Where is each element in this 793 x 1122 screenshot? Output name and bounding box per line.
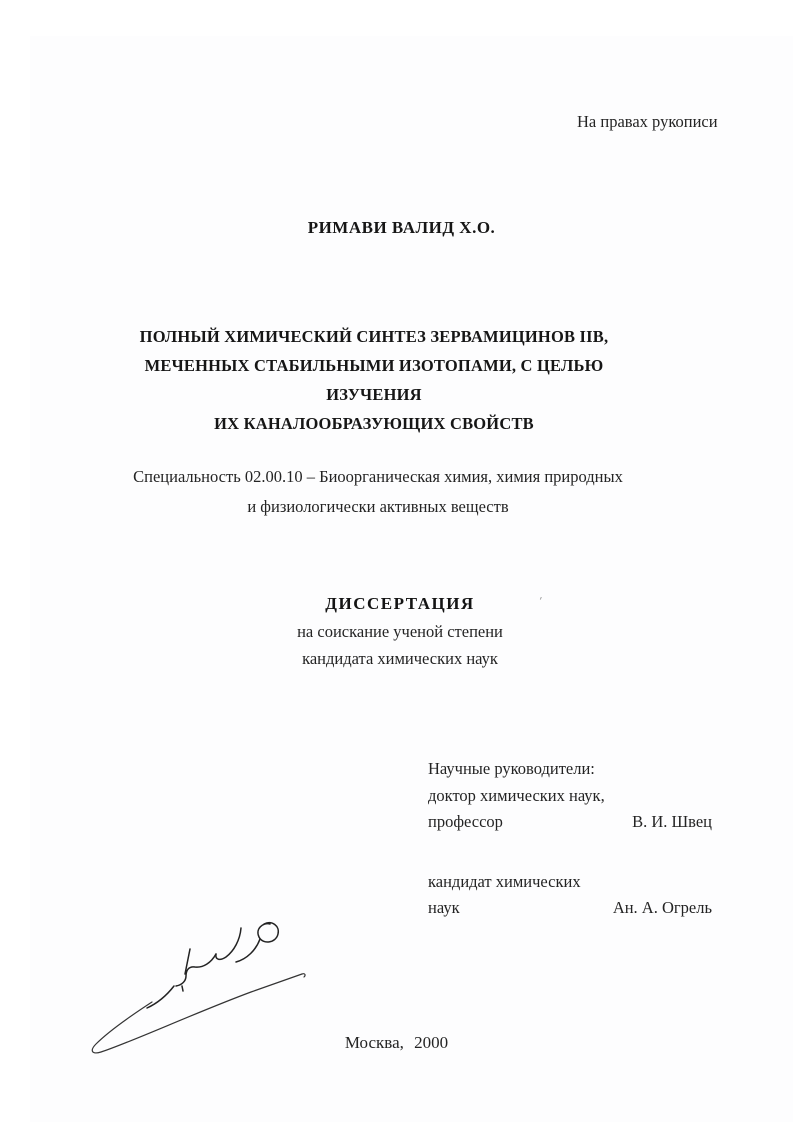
title-line-1: ПОЛНЫЙ ХИМИЧЕСКИЙ СИНТЕЗ ЗЕРВАМИЦИНОВ IIB, [139,327,609,346]
advisor2-degree-line2: наук [428,898,460,917]
advisor1-degree-line2: профессор [428,812,503,831]
thesis-type: ДИССЕРТАЦИЯ [325,594,475,613]
author-name: РИМАВИ ВАЛИД Х.О. [307,218,496,237]
advisor1-degree-line1: доктор химических наук, [428,785,605,805]
advisors-gap [428,836,712,869]
advisors-block [428,756,712,922]
advisor1-row [428,809,712,836]
scan-artifact-mark: ʹ [537,593,544,609]
specialty-block [78,462,678,521]
manuscript-rights-stamp: На правах рукописи [577,112,718,131]
thesis-degree-line: на соискание ученой степени [297,621,503,641]
advisor1-name: В. И. Швец [632,812,712,831]
specialty-line-2: и физиологически активных веществ [247,496,509,516]
advisor2-degree-line1: кандидат химических [428,871,581,891]
dissertation-title [128,322,620,438]
title-line-3: ИХ КАНАЛООБРАЗУЮЩИХ СВОЙСТВ [214,414,534,433]
advisor2-name: Ан. А. Огрель [612,898,712,917]
thesis-statement [150,590,650,673]
title-line-2: МЕЧЕННЫХ СТАБИЛЬНЫМИ ИЗОТОПАМИ, С ЦЕЛЬЮ ИЗУЧЕНИЯ [144,356,604,404]
city-year: Москва, 2000 [344,1033,449,1052]
thesis-degree-line-2: кандидата химических наук [302,649,498,668]
advisor2-row [428,895,712,922]
advisors-heading: Научные руководители: [428,759,595,778]
specialty-line-1: Специальность 02.00.10 – Биоорганическая химия, химия природных [133,467,623,486]
